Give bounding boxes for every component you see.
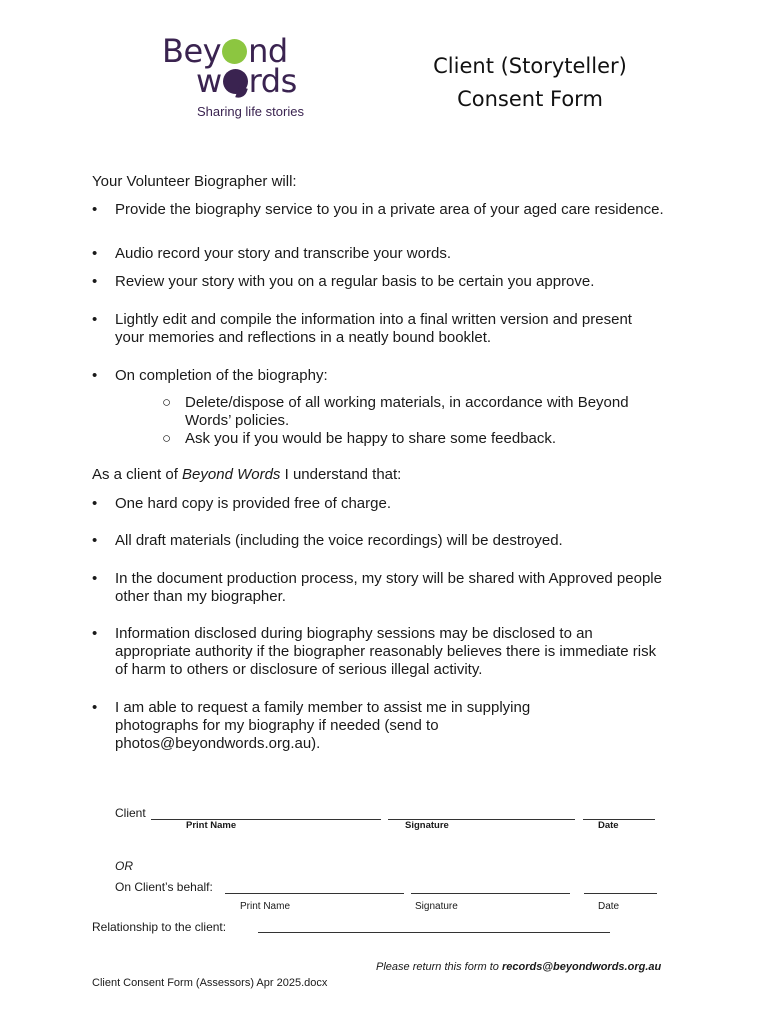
- list-item-text: I am able to request a family member to assist me in supplying photographs for my biography if needed (send to photos@beyondwords.org.au).: [115, 699, 531, 752]
- list-item-text: On completion of the biography:: [115, 367, 328, 384]
- logo-text-w: w: [196, 62, 222, 100]
- list-item: [92, 495, 672, 513]
- bullet-icon: •: [92, 495, 98, 512]
- list-item-text: Lightly edit and compile the information into a final written version and present your memories and reflections in a neatly bound booklet.: [115, 311, 632, 346]
- logo-tagline: Sharing life stories: [197, 104, 304, 119]
- bullet-icon: •: [92, 532, 98, 549]
- return-text: Please return this form to: [376, 961, 502, 973]
- list-item-text: Audio record your story and transcribe your words.: [115, 245, 451, 262]
- list-item: [92, 570, 672, 606]
- list-item-text: Provide the biography service to you in a private area of your aged care residence.: [115, 201, 664, 218]
- bullet-icon: •: [92, 245, 98, 262]
- list-item-text: In the document production process, my story will be shared with Approved people other than my biographer.: [115, 570, 662, 605]
- behalf-date-caption: Date: [598, 901, 620, 912]
- sub-list-item: [162, 430, 642, 448]
- list-item-text: One hard copy is provided free of charge.: [115, 495, 391, 512]
- list-item: [92, 311, 672, 347]
- bullet-icon: •: [92, 570, 98, 587]
- list-item-text: Information disclosed during biography sessions may be disclosed to an appropriate authority if the biographer reasonably believes there is immediate risk of harm to others or disclosure of serious illegal activity.: [115, 625, 657, 678]
- understand-heading: [92, 466, 401, 484]
- client-label: Client: [115, 806, 146, 820]
- list-item: [92, 273, 672, 291]
- behalf-signature-field[interactable]: [411, 893, 570, 894]
- behalf-print-name-caption: Print Name: [240, 901, 291, 912]
- list-item: [92, 367, 672, 385]
- list-item: [92, 532, 672, 550]
- behalf-date-field[interactable]: [584, 893, 657, 894]
- understand-brand: Beyond Words: [182, 466, 281, 483]
- bullet-icon: •: [92, 625, 98, 642]
- logo-text-bey: Bey: [162, 32, 222, 70]
- sub-list-item-text: Delete/dispose of all working materials, in accordance with Beyond Words’ policies.: [185, 394, 629, 429]
- list-item: [92, 699, 672, 753]
- logo-speech-bubble-icon: [223, 69, 248, 94]
- logo-line-1: [162, 32, 322, 70]
- print-name-caption: Print Name: [186, 820, 237, 831]
- logo-line-2: [196, 62, 322, 100]
- bullet-icon: •: [92, 311, 98, 328]
- list-item-text: All draft materials (including the voice recordings) will be destroyed.: [115, 532, 563, 549]
- understand-prefix: As a client of: [92, 466, 183, 483]
- behalf-label: On Client’s behalf:: [115, 880, 213, 894]
- signature-caption: Signature: [405, 820, 449, 831]
- relationship-field[interactable]: [258, 932, 610, 933]
- behalf-print-name-field[interactable]: [225, 893, 404, 894]
- logo-text-rds: rds: [248, 62, 297, 100]
- circle-bullet-icon: ○: [162, 394, 172, 411]
- bullet-icon: •: [92, 367, 98, 384]
- logo-green-dot: [222, 39, 247, 64]
- list-item: [92, 245, 672, 263]
- return-email-link[interactable]: records@beyondwords.org.au: [501, 961, 662, 973]
- footer-filename: Client Consent Form (Assessors) Apr 2025.docx: [92, 977, 328, 989]
- title-line-2: Consent Form: [457, 87, 603, 111]
- sub-list-item-text: Ask you if you would be happy to share some feedback.: [185, 430, 557, 447]
- logo-text-nd: nd: [248, 32, 288, 70]
- understand-suffix: I understand that:: [280, 466, 402, 483]
- list-item: [92, 625, 672, 679]
- bullet-icon: •: [92, 273, 98, 290]
- bullet-icon: •: [92, 201, 98, 218]
- title-line-1: Client (Storyteller): [433, 54, 627, 78]
- behalf-signature-caption: Signature: [415, 901, 458, 912]
- circle-bullet-icon: ○: [162, 430, 172, 447]
- return-instruction: [376, 961, 661, 973]
- date-caption: Date: [598, 820, 619, 831]
- or-label: OR: [115, 859, 133, 873]
- page-title: [410, 50, 650, 116]
- list-item: [92, 201, 672, 237]
- bullet-icon: •: [92, 699, 98, 716]
- client-date-field[interactable]: [583, 819, 655, 820]
- relationship-label: Relationship to the client:: [92, 920, 227, 934]
- list-item-text: Review your story with you on a regular basis to be certain you approve.: [115, 273, 595, 290]
- sub-list-item: [162, 394, 642, 430]
- beyond-words-logo: [162, 32, 322, 119]
- intro-text: Your Volunteer Biographer will:: [92, 173, 297, 190]
